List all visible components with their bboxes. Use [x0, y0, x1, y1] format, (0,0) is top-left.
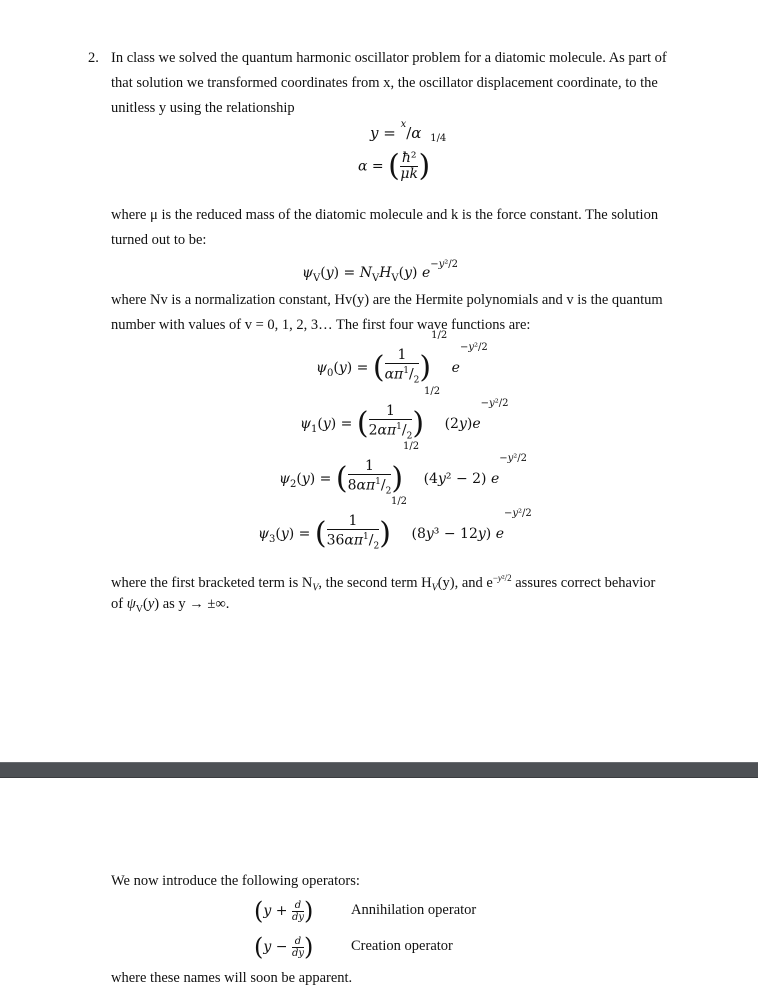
norm-line-1: where Nv is a normalization constant, Hv(y) are the Hermite polynomials and v is the quantum [111, 292, 663, 308]
intro-line-2: that solution we transformed coordinates from x, the oscillator displacement coordinate, to the [111, 75, 658, 91]
intro-line-3: unitless y using the relationship [111, 100, 295, 116]
page-divider [0, 762, 758, 778]
equation-y-definition: y = $^x$/α [370, 119, 422, 142]
bracket-line-1: where the first bracketed term is $N_V$, the second term $H_V(y)$, and $e^{-y^2/2}$ assures correct behavior [111, 573, 656, 594]
equation-psi-2: $\psi_2(y)$ = ( $\frac{1}{8\alpha\pi^1/_2}$ )$^{1/2}$ (4y² − 2) $e^{-y^2/2}$ [279, 441, 528, 497]
equation-psi-3: $\psi_3(y)$ = ( $\frac{1}{36\alpha\pi^1/_2}$ )$^{1/2}$ (8y³ − 12y) $e^{-y^2/2}$ [258, 496, 532, 552]
where-line-1: where μ is the reduced mass of the diatomic molecule and k is the force constant. The solution [111, 207, 659, 223]
equation-psi-0: $\psi_0(y)$ = ( $\frac{1}{\alpha\pi^1/_2}$ )$^{1/2}$ $e^{-y^2/2}$ [316, 330, 488, 386]
operators-closing: where these names will soon be apparent. [111, 970, 353, 986]
creation-operator-label: Creation operator [351, 938, 453, 954]
annihilation-operator-label: Annihilation operator [351, 902, 477, 918]
annihilation-operator-expression: (y + $\frac{d}{dy}$ ) [254, 897, 314, 925]
creation-operator-expression: (y − $\frac{d}{dy}$ ) [254, 933, 314, 961]
equation-psi-1: $\psi_1(y)$ = ( $\frac{1}{2\alpha\pi^1/_2}$ )$^{1/2}$ $(2y)e^{-y^2/2}$ [300, 386, 509, 442]
question-number: 2. [88, 50, 99, 66]
equation-psi-general: $\psi_V(y) = N_VH_V(y)$ $e^{-y^2/2}$ [302, 259, 459, 284]
equation-alpha-definition: α = ( $\frac{\text{ħ²}}{\mu k}$ )$^{1/4}$ [358, 133, 447, 184]
operators-intro: We now introduce the following operators: [111, 873, 360, 889]
intro-line-1: In class we solved the quantum harmonic oscillator problem for a diatomic molecule. As part of [111, 50, 667, 66]
norm-line-2: number with values of v = 0, 1, 2, 3… The first four wave functions are: [111, 317, 531, 333]
bracket-line-2: of $\psi_V(y)$ as y → ±∞. [111, 596, 230, 615]
where-line-2: turned out to be: [111, 232, 207, 248]
